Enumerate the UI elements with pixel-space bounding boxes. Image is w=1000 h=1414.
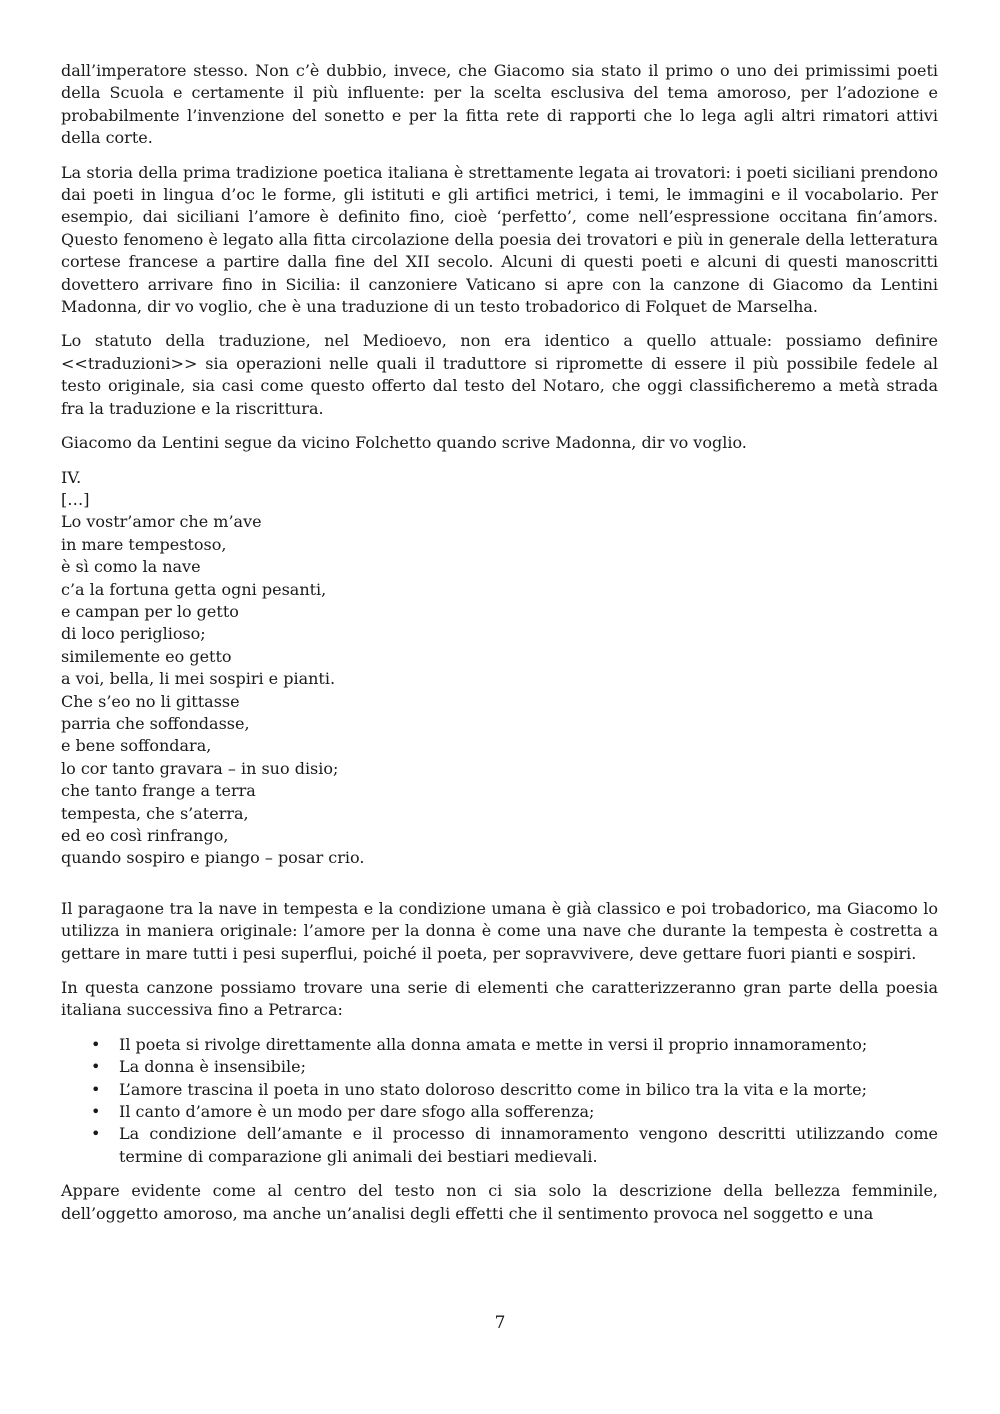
poem-line: Che s’eo no li gittasse	[61, 691, 240, 711]
poem-line: e bene soffondara,	[61, 736, 212, 756]
bullet-icon: •	[91, 1102, 101, 1122]
list-item-text: La condizione dell’amante e il processo di innamoramento vengono descritti utilizzando come termine di comparazione gli animali dei bestiari medievali.	[119, 1124, 938, 1166]
poem-line: c’a la fortuna getta ogni pesanti,	[61, 579, 327, 599]
list-item-text: Il poeta si rivolge direttamente alla donna amata e mette in versi il proprio innamoramento;	[119, 1034, 868, 1054]
paragraph: In questa canzone possiamo trovare una serie di elementi che caratterizzeranno gran parte della poesia italiana successiva fino a Petrarca:	[61, 978, 938, 1020]
poem-line: quando sospiro e piango – posar crio.	[61, 848, 365, 868]
poem-line: e campan per lo getto	[61, 601, 239, 621]
list-item	[61, 1056, 938, 1078]
poem-line: similemente eo getto	[61, 646, 232, 666]
paragraph: Il paragaone tra la nave in tempesta e la condizione umana è già classico e poi trobadorico, ma Giacomo lo utilizza in maniera originale: l’amore per la donna è come una nave che durante la tempesta è costretta a gettare in mare tutti i pesi superflui, poiché il poeta, per sopravvivere, deve gettare fuori pianti e sospiri.	[61, 898, 938, 963]
poem-line: lo cor tanto gravara – in suo disio;	[61, 758, 339, 778]
list-item	[61, 1123, 938, 1168]
poem-line: è sì como la nave	[61, 557, 201, 577]
paragraph: La storia della prima tradizione poetica italiana è strettamente legata ai trovatori: i poeti siciliani prendono dai poeti in lingua d’oc le forme, gli istituti e gli artifici metrici, i temi, le immagini e il vocabolario. Per esempio, dai siciliani l’amore è definito fino, cioè ‘perfetto’, come nell’espressione occitana fin’amors. Questo fenomeno è legato alla fitta circolazione della poesia dei trovatori e più in generale della letteratura cortese francese a partire dalla fine del XII secolo. Alcuni di questi poeti e alcuni di questi manoscritti dovettero arrivare fino in Sicilia: il canzoniere Vaticano si apre con la canzone di Giacomo da Lentini Madonna, dir vo voglio, che è una traduzione di un testo trobadorico di Folquet de Marselha.	[61, 162, 938, 317]
paragraph: Lo statuto della traduzione, nel Medioevo, non era identico a quello attuale: possiamo definire <<traduzioni>> sia operazioni nelle quali il traduttore si ripromette di essere il più possibile fedele al testo originale, sia casi come questo offerto dal testo del Notaro, che oggi classificheremo a metà strada fra la traduzione e la riscrittura.	[61, 331, 938, 418]
bullet-icon: •	[91, 1079, 101, 1099]
poem-line: Lo vostr’amor che m’ave	[61, 512, 262, 532]
poem-quotation	[61, 467, 938, 870]
list-item	[61, 1101, 938, 1123]
list-item	[61, 1034, 938, 1056]
bullet-list	[61, 1034, 938, 1168]
poem-line: a voi, bella, li mei sospiri e pianti.	[61, 669, 336, 689]
poem-line: in mare tempestoso,	[61, 534, 227, 554]
paragraph: Giacomo da Lentini segue da vicino Folchetto quando scrive Madonna, dir vo voglio.	[61, 433, 747, 453]
poem-ellipsis: […]	[61, 489, 90, 509]
list-item	[61, 1079, 938, 1101]
poem-line: tempesta, che s’aterra,	[61, 803, 249, 823]
poem-line: di loco periglioso;	[61, 624, 206, 644]
list-item-text: Il canto d’amore è un modo per dare sfogo alla sofferenza;	[119, 1102, 595, 1122]
bullet-icon: •	[91, 1057, 101, 1077]
bullet-icon: •	[91, 1124, 101, 1144]
bullet-icon: •	[91, 1034, 101, 1054]
poem-line: che tanto frange a terra	[61, 781, 256, 801]
stanza-number: IV.	[61, 467, 82, 487]
list-item-text: L’amore trascina il poeta in uno stato doloroso descritto come in bilico tra la vita e la morte;	[119, 1079, 867, 1099]
page-body	[61, 60, 938, 1237]
poem-line: parria che soffondasse,	[61, 713, 250, 733]
list-item-text: La donna è insensibile;	[119, 1057, 306, 1077]
paragraph: Appare evidente come al centro del testo non ci sia solo la descrizione della bellezza femminile, dell’oggetto amoroso, ma anche un’analisi degli effetti che il sentimento provoca nel soggetto e una	[61, 1181, 938, 1223]
poem-line: ed eo così rinfrango,	[61, 826, 229, 845]
paragraph: dall’imperatore stesso. Non c’è dubbio, invece, che Giacomo sia stato il primo o uno dei primissimi poeti della Scuola e certamente il più influente: per la scelta esclusiva del tema amoroso, per l’adozione e probabilmente l’invenzione del sonetto e per la fitta rete di rapporti che lo lega agli altri rimatori attivi della corte.	[61, 61, 938, 148]
page-number: 7	[494, 1313, 506, 1333]
spacer	[61, 884, 938, 898]
